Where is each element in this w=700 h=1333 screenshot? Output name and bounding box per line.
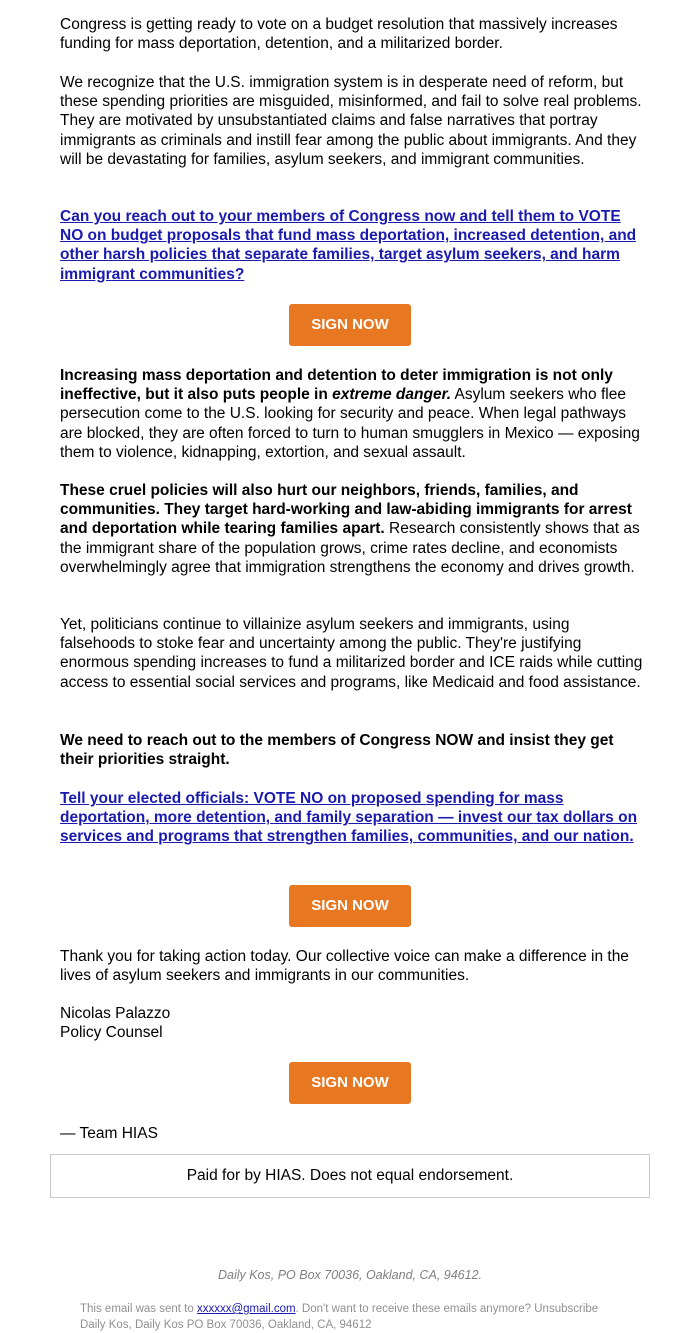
paragraph-danger-rest: Asylum seekers who flee persecution come to the U.S. looking for security and peace. When legal pathways are blocked, they are often forced to turn to human smugglers in Mexico — exposing them to violence, kidnapping, extortion, and sexual assault.	[60, 386, 640, 461]
sign-now-button-2[interactable]: SIGN NOW	[289, 885, 411, 927]
cta-paragraph-1	[60, 207, 645, 284]
signer-name: Nicolas Palazzo	[60, 1005, 171, 1022]
cta-link-1[interactable]: Can you reach out to your members of Congress now and tell them to VOTE NO on budget proposals that fund mass deportation, increased detention, and other harsh policies that separate families, target asylum seekers, and harm immigrant communities?	[60, 208, 637, 283]
signer-title: Policy Counsel	[60, 1024, 163, 1041]
paragraph-thanks: Thank you for taking action today. Our collective voice can make a difference in the lives of asylum seekers and immigrants in our communities.	[60, 948, 629, 985]
paragraph-policies-rest: Research consistently shows that as the immigrant share of the population grows, crime rates decline, and economists overwhelmingly agree that immigration strengthens the economy and drives growth.	[60, 520, 640, 576]
recipient-email-link[interactable]: xxxxxx@gmail.com	[196, 1303, 296, 1315]
sign-now-button-1[interactable]: SIGN NOW	[289, 304, 411, 346]
sign-now-button-3[interactable]: SIGN NOW	[289, 1062, 411, 1104]
footer-address: Daily Kos, PO Box 70036, Oakland, CA, 94612.	[217, 1268, 483, 1282]
paragraph-intro: Congress is getting ready to vote on a budget resolution that massively increases funding for mass deportation, detention, and a militarized border.	[60, 16, 618, 53]
footer-sent-line	[80, 1301, 640, 1317]
paragraph-danger	[60, 366, 645, 462]
footer-address-2: Daily Kos, Daily Kos PO Box 70036, Oakland, CA, 94612	[80, 1319, 372, 1331]
paragraph-politicians: Yet, politicians continue to villainize asylum seekers and immigrants, using falsehoods to stoke fear and uncertainty among the public. They're justifying enormous spending increases to fund a militarized border and ICE raids while cutting access to essential social services and programs, like Medicaid and food assistance.	[60, 616, 643, 691]
paid-disclaimer: Paid for by HIAS. Does not equal endorsement.	[50, 1154, 650, 1198]
paragraph-reach-out	[60, 731, 645, 769]
cta-link-2[interactable]: Tell your elected officials: VOTE NO on proposed spending for mass deportation, more detention, and family separation — invest our tax dollars on services and programs that strengthen families, communities, and our nation.	[60, 790, 638, 846]
paragraph-danger-bold: Increasing mass deportation and detention to deter immigration is not only ineffective, but it also puts people in	[60, 367, 613, 404]
paragraph-policies-bold: These cruel policies will also hurt our neighbors, friends, families, and communities. They target hard-working and law-abiding immigrants for arrest and deportation while tearing families apart.	[60, 482, 632, 538]
paragraph-reform: We recognize that the U.S. immigration system is in desperate need of reform, but these spending priorities are misguided, misinformed, and fail to solve real problems. They are motivated by unsubstantiated claims and false narratives that portray immigrants as criminals and instill fear among the public about immigrants. And they will be devastating for families, asylum seekers, and immigrant communities.	[60, 74, 642, 168]
unsubscribe-text[interactable]: . Don't want to receive these emails anymore? Unsubscribe	[295, 1303, 599, 1315]
sign-now-wrap-1	[0, 304, 700, 346]
cta-paragraph-2	[60, 789, 645, 847]
footer-unsubscribe-block	[80, 1301, 640, 1333]
paragraph-reach-out-bold: We need to reach out to the members of Congress NOW and insist they get their priorities straight.	[60, 732, 614, 769]
paragraph-policies	[60, 481, 645, 577]
footer-sent-prefix: This email was sent to	[80, 1303, 197, 1315]
paragraph-danger-italic: extreme danger.	[332, 386, 452, 404]
team-signoff: — Team HIAS	[60, 1125, 158, 1142]
sign-now-wrap-3	[0, 1062, 700, 1104]
sign-now-wrap-2	[0, 885, 700, 927]
